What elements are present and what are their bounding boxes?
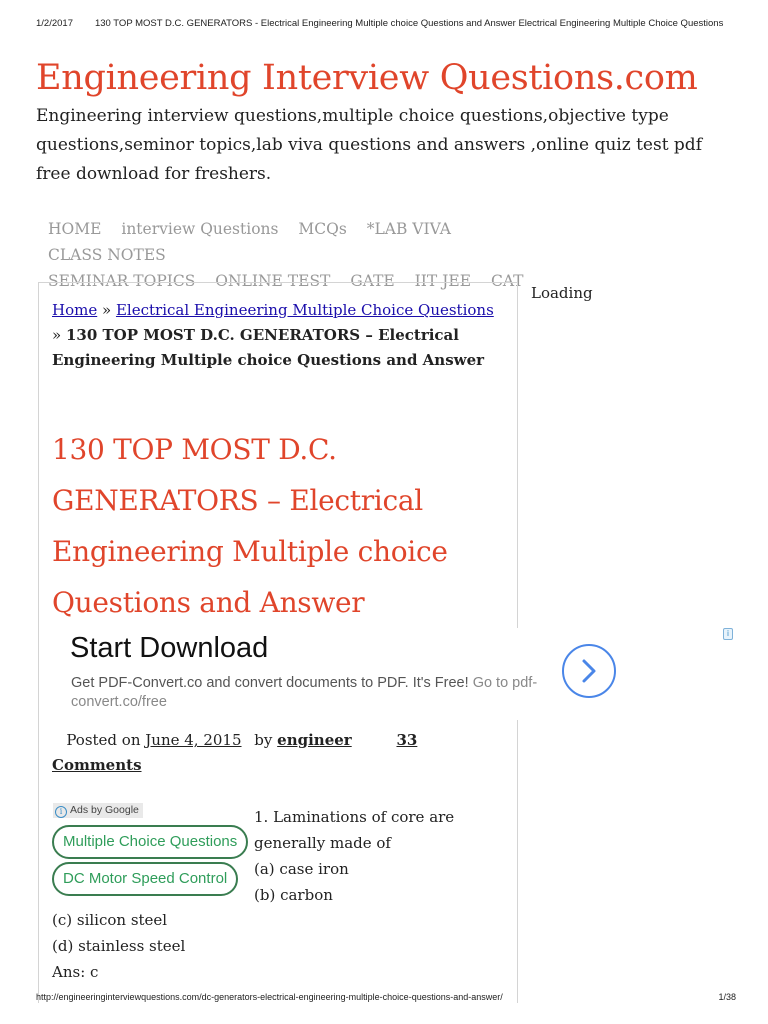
ad-banner[interactable] — [52, 628, 752, 720]
info-icon: i — [55, 806, 67, 818]
nav-item-seminar-topics[interactable]: SEMINAR TOPICS — [48, 272, 196, 290]
question — [254, 804, 494, 908]
nav-item-home[interactable]: HOME — [48, 220, 102, 238]
nav-item-interview-questions[interactable]: interview Questions — [121, 220, 279, 238]
print-page-number: 1/38 — [718, 992, 736, 1002]
nav-item-gate[interactable]: GATE — [350, 272, 395, 290]
ad-link-dc-motor-speed-control[interactable]: DC Motor Speed Control — [52, 862, 238, 896]
ad-description-text: Get PDF-Convert.co and convert documents to PDF. It's Free! — [71, 675, 469, 691]
ad-goto-link[interactable]: Go to pdf-convert.co/free — [71, 675, 538, 710]
breadcrumb-separator: » — [52, 326, 62, 344]
ad-description — [71, 674, 551, 712]
option-a: (a) case iron — [254, 860, 349, 878]
nav-item-class-notes[interactable]: CLASS NOTES — [48, 246, 166, 264]
question-continued — [52, 907, 292, 985]
chevron-right-icon — [578, 658, 600, 684]
print-url: http://engineeringinterviewquestions.com/dc-generators-electrical-engineering-multiple-choice-questions-and-answer/ — [36, 992, 503, 1002]
answer: Ans: c — [52, 963, 99, 981]
breadcrumb-category-link[interactable]: Electrical Engineering Multiple Choice Questions — [115, 301, 494, 319]
ad-open-button[interactable] — [562, 644, 616, 698]
by-label: by — [254, 731, 273, 749]
breadcrumb-current: 130 TOP MOST D.C. GENERATORS – Electrical Engineering Multiple choice Questions and Answer — [52, 326, 485, 369]
option-d: (d) stainless steel — [52, 937, 186, 955]
breadcrumb — [52, 298, 502, 373]
breadcrumb-separator: » — [102, 301, 112, 319]
print-header — [36, 18, 736, 29]
nav-item-mcqs[interactable]: MCQs — [298, 220, 347, 238]
ad-title[interactable]: Start Download — [70, 632, 269, 664]
ads-by-google-label: Ads by Google — [70, 804, 139, 816]
question-text: 1. Laminations of core are generally made of — [254, 808, 455, 852]
comment-count-link[interactable]: 33 — [396, 731, 418, 749]
adchoices-icon[interactable]: i — [723, 628, 733, 640]
ads-by-google-badge[interactable] — [53, 803, 143, 818]
nav-item-lab-viva[interactable]: *LAB VIVA — [366, 220, 451, 238]
ad-link-multiple-choice-questions[interactable]: Multiple Choice Questions — [52, 825, 248, 859]
sidebar-loading-text: Loading — [531, 284, 593, 302]
post-meta — [52, 728, 502, 778]
comments-link[interactable]: Comments — [52, 756, 142, 774]
author-link[interactable]: engineer — [277, 731, 352, 749]
post-date-link[interactable]: June 4, 2015 — [145, 731, 242, 749]
nav-item-cat[interactable]: CAT — [490, 272, 524, 290]
posted-on-label: Posted on — [66, 731, 141, 749]
print-page-title: 130 TOP MOST D.C. GENERATORS - Electrical Engineering Multiple choice Questions and Answer Electrical Engineering Multiple Choice Questions — [94, 18, 724, 29]
option-c: (c) silicon steel — [52, 911, 168, 929]
option-b: (b) carbon — [254, 886, 333, 904]
nav-item-online-test[interactable]: ONLINE TEST — [215, 272, 331, 290]
article-title: 130 TOP MOST D.C. GENERATORS – Electrical Engineering Multiple choice Questions and Answer — [52, 433, 448, 619]
print-date: 1/2/2017 — [36, 18, 73, 29]
print-footer — [36, 992, 736, 1002]
nav-item-iit-jee[interactable]: IIT JEE — [414, 272, 472, 290]
breadcrumb-home-link[interactable]: Home — [52, 301, 98, 319]
site-title[interactable]: Engineering Interview Questions.com — [36, 58, 698, 98]
site-tagline: Engineering interview questions,multiple choice questions,objective type questions,seminor topics,lab viva questions and answers ,online quiz test pdf free download for freshers. — [36, 106, 702, 184]
